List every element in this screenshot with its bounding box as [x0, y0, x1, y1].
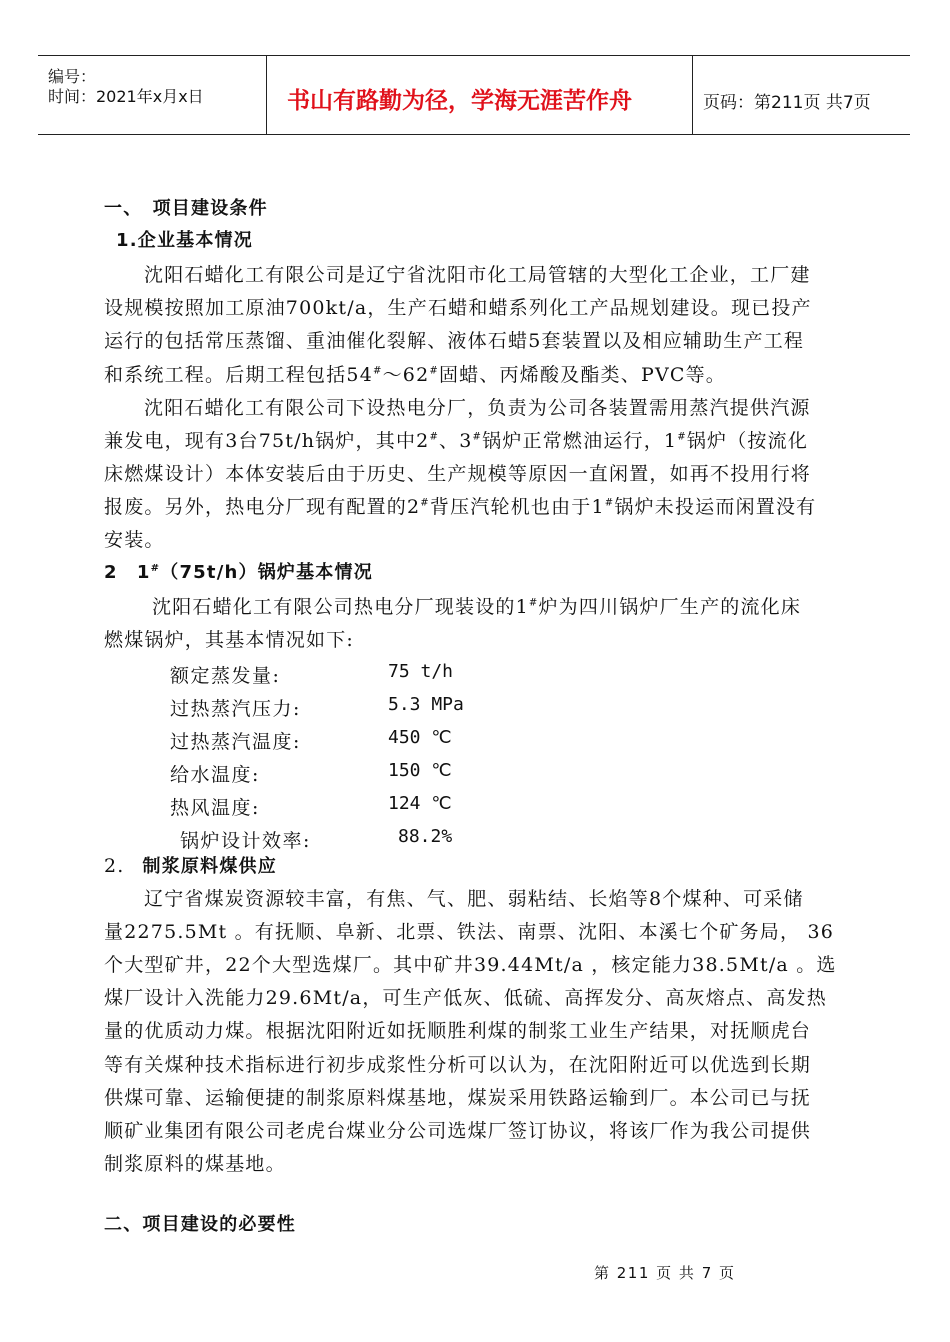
text-line: 供煤可靠、运输便捷的制浆原料煤基地，煤炭采用铁路运输到厂。本公司已与抚	[104, 1087, 812, 1109]
text-line: 个大型矿井，22个大型选煤厂。其中矿井39.44Mt/a ，核定能力38.5Mt/a 。选	[104, 954, 837, 976]
spec-label: 锅炉设计效率:	[180, 830, 311, 852]
spec-value: 75 t/h	[388, 661, 454, 682]
text-line: 制浆原料的煤基地。	[104, 1153, 286, 1175]
subsection3-title: 2. 制浆原料煤供应	[104, 855, 277, 877]
text-line: 床燃煤设计）本体安装后由于历史、生产规模等原因一直闲置，如再不投用行将	[104, 463, 812, 485]
text-line: 报废。另外，热电分厂现有配置的2#背压汽轮机也由于1#锅炉未投运而闲置没有	[104, 496, 817, 518]
spec-label: 过热蒸汽压力:	[170, 698, 301, 720]
text-line: 等有关煤种技术指标进行初步成浆性分析可以认为，在沈阳附近可以优选到长期	[104, 1054, 812, 1076]
header-meta-cell	[38, 56, 267, 134]
text-line: 辽宁省煤炭资源较丰富，有焦、气、肥、弱粘结、长焰等8个煤种、可采储	[144, 888, 804, 910]
text-line: 安装。	[104, 529, 165, 551]
subsection1-title: 1.企业基本情况	[116, 230, 253, 251]
text-line: 量2275.5Mt 。有抚顺、阜新、北票、铁法、南票、沈阳、本溪七个矿务局， 36	[104, 921, 835, 943]
spec-value: 124 ℃	[388, 793, 452, 814]
spec-label: 热风温度:	[170, 797, 260, 819]
text-line: 煤厂设计入洗能力29.6Mt/a，可生产低灰、低硫、高挥发分、高灰熔点、高发热	[104, 987, 827, 1009]
spec-label: 额定蒸发量:	[170, 665, 281, 687]
spec-label: 过热蒸汽温度:	[170, 731, 301, 753]
text-line: 设规模按照加工原油700kt/a，生产石蜡和蜡系列化工产品规划建设。现已投产	[104, 297, 812, 319]
header-page-info: 页码：第211页 共7页	[703, 93, 871, 113]
header-number-label: 编号：	[48, 67, 97, 86]
page-footer: 第 211 页 共 7 页	[594, 1264, 736, 1282]
spec-value: 450 ℃	[388, 727, 452, 748]
text-line: 顺矿业集团有限公司老虎台煤业分公司选煤厂签订协议，将该厂作为我公司提供	[104, 1120, 812, 1142]
text-line: 沈阳石蜡化工有限公司是辽宁省沈阳市化工局管辖的大型化工企业，工厂建	[144, 264, 811, 286]
text-line: 沈阳石蜡化工有限公司下设热电分厂，负责为公司各装置需用蒸汽提供汽源	[144, 397, 811, 419]
header-time-label: 时间：2021年x月x日	[48, 87, 204, 106]
header-page-cell	[693, 56, 910, 134]
spec-value: 150 ℃	[388, 760, 452, 781]
text-line: 量的优质动力煤。根据沈阳附近如抚顺胜利煤的制浆工业生产结果，对抚顺虎台	[104, 1020, 812, 1042]
text-line: 运行的包括常压蒸馏、重油催化裂解、液体石蜡5套装置以及相应辅助生产工程	[104, 330, 805, 352]
section1-title: 一、 项目建设条件	[104, 198, 268, 219]
header-motto: 书山有路勤为径，学海无涯苦作舟	[287, 88, 632, 114]
section2-title: 二、项目建设的必要性	[104, 1214, 296, 1235]
subsection2-title: 2 1#（75t/h）锅炉基本情况	[104, 562, 373, 583]
spec-value: 5.3 MPa	[388, 694, 464, 715]
text-line: 沈阳石蜡化工有限公司热电分厂现装设的1#炉为四川锅炉厂生产的流化床	[152, 596, 802, 618]
header-motto-cell	[267, 56, 693, 134]
text-line: 燃煤锅炉，其基本情况如下:	[104, 629, 355, 651]
text-line: 和系统工程。后期工程包括54#～62#固蜡、丙烯酸及酯类、PVC等。	[104, 364, 726, 386]
spec-value: 88.2%	[398, 826, 453, 847]
page-header	[38, 55, 910, 135]
spec-label: 给水温度:	[170, 764, 260, 786]
text-line: 兼发电，现有3台75t/h锅炉，其中2#、3#锅炉正常燃油运行，1#锅炉（按流化	[104, 430, 809, 452]
